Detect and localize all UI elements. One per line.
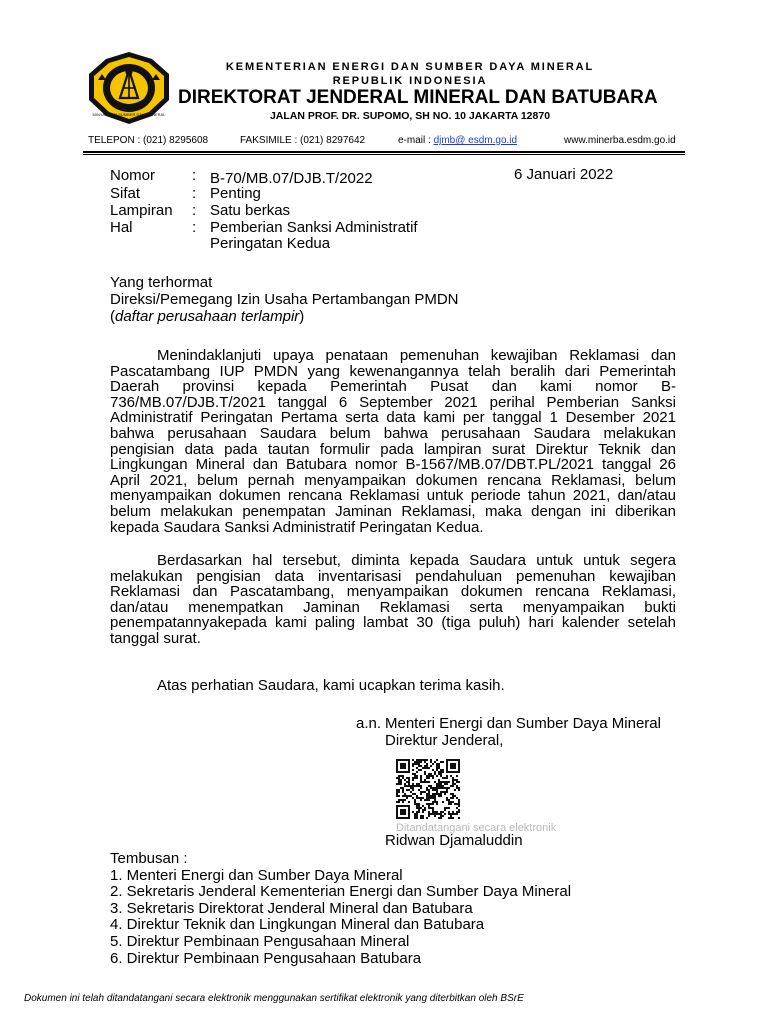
website-link[interactable]: www.minerba.esdm.go.id — [564, 135, 676, 146]
directorate-name: DIREKTORAT JENDERAL MINERAL DAN BATUBARA — [178, 87, 658, 108]
meta-label-hal: Hal — [110, 219, 133, 236]
meta-colon: : — [192, 219, 197, 236]
cc-title: Tembusan : — [110, 850, 188, 867]
cc-item: 1. Menteri Energi dan Sumber Daya Mineral — [110, 867, 403, 884]
signature-qr-code — [396, 759, 460, 819]
header-rule-thin — [83, 154, 685, 155]
header-rule-thick — [83, 151, 685, 153]
meta-label-lampiran: Lampiran — [110, 202, 173, 219]
paragraph-line: kepada Saudara Sanksi Administratif Peringatan Kedua. — [110, 518, 484, 536]
email-line — [398, 135, 517, 146]
meta-label-sifat: Sifat — [110, 185, 141, 202]
signatory-name: Ridwan Djamaluddin — [385, 832, 523, 849]
meta-colon: : — [192, 202, 197, 219]
meta-colon: : — [192, 185, 197, 202]
note-text: daftar perusahaan terlampir — [115, 308, 300, 325]
cc-item: 4. Direktur Teknik dan Lingkungan Mineral dan Batubara — [110, 916, 485, 933]
letter-nature: Penting — [210, 185, 261, 202]
recipient: Direksi/Pemegang Izin Usaha Pertambangan PMDN — [110, 291, 459, 308]
recipient-note — [110, 309, 304, 325]
paragraph-line: Menindaklanjuti upaya penataan pemenuhan kewajiban Reklamasi dan — [157, 347, 676, 364]
paragraph-line: pengisian data pada tautan formulir pada lampiran surat Direktur Teknik dan — [110, 440, 676, 458]
paragraph-line: Lingkungan Mineral dan Batubara nomor B-1567/MB.07/DBT.PL/2021 tanggal 26 — [110, 456, 676, 474]
esdm-logo — [86, 50, 172, 126]
logo-text: MINYAK DAN SUMBER DAYA MINERAL — [92, 112, 166, 117]
paragraph-line: bahwa perusahaan Saudara belum bahwa perusahaan Saudara melakukan — [110, 424, 676, 442]
office-address: JALAN PROF. DR. SUPOMO, SH NO. 10 JAKARTA 12870 — [269, 110, 551, 122]
ministry-name: KEMENTERIAN ENERGI DAN SUMBER DAYA MINERAL — [225, 61, 595, 73]
note-close-paren: ) — [299, 308, 305, 325]
cc-item: 2. Sekretaris Jenderal Kementerian Energi dan Sumber Daya Mineral — [110, 883, 572, 900]
salutation: Yang terhormat — [110, 274, 213, 291]
cc-item: 6. Direktur Pembinaan Pengusahaan Batubara — [110, 950, 422, 967]
cc-item: 5. Direktur Pembinaan Pengusahaan Mineral — [110, 933, 410, 950]
paragraph-line: Berdasarkan hal tersebut, diminta kepada Saudara untuk untuk segera — [157, 552, 676, 569]
signature-prefix: a.n. — [356, 715, 382, 732]
paragraph-line: Reklamasi dan Pascatambang, menyampaikan dokumen rencana Reklamasi, — [110, 583, 676, 601]
email-link[interactable]: djmb@ esdm.go.id — [433, 135, 518, 146]
closing-sentence: Atas perhatian Saudara, kami ucapkan terima kasih. — [157, 677, 505, 694]
e-sign-note: Ditandatangani secara elektronik — [396, 822, 557, 834]
letter-attachment: Satu berkas — [210, 202, 291, 219]
paragraph-line: tanggal surat. — [110, 629, 201, 647]
letter-subject-line2: Peringatan Kedua — [210, 235, 331, 252]
signature-on-behalf: Menteri Energi dan Sumber Daya Mineral — [385, 715, 661, 732]
paragraph-line: Administratif Peringatan Pertama serta data kami per tanggal 1 Desember 2021 — [110, 409, 676, 427]
paragraph-line: belum melakukan penempatan Jaminan Reklamasi, maka dengan ini diberikan — [110, 502, 676, 520]
letter-date: 6 Januari 2022 — [514, 166, 614, 183]
meta-label-nomor: Nomor — [110, 167, 156, 184]
paragraph-line: menyampaikan dokumen rencana Reklamasi untuk periode tahun 2021, dan/atau — [110, 487, 676, 505]
note-open-paren: ( — [110, 308, 115, 325]
paragraph-1 — [110, 348, 676, 535]
footer-disclaimer: Dokumen ini telah ditandatangani secara elektronik menggunakan sertifikat elektronik yang diterbitkan oleh BSrE — [24, 993, 524, 1004]
letter-number: B-70/MB.07/DJB.T/2022 — [210, 170, 373, 187]
paragraph-line: April 2021, belum pernah menyampaikan dokumen rencana Reklamasi, belum — [110, 471, 676, 489]
cc-item: 3. Sekretaris Direktorat Jenderal Mineral dan Batubara — [110, 900, 473, 917]
email-label: e-mail : — [398, 135, 434, 146]
paragraph-2 — [110, 553, 676, 647]
republic-name: REPUBLIK INDONESIA — [332, 75, 488, 87]
paragraph-line: 736/MB.07/DJB.T/2021 tanggal 6 September 2021 perihal Pemberian Sanksi — [110, 393, 676, 411]
signature-position: Direktur Jenderal, — [385, 732, 504, 749]
paragraph-line: dan/atau menempatkan Jaminan Reklamasi serta menyampaikan bukti — [110, 598, 676, 616]
paragraph-line: Daerah provinsi kepada Pemerintah Pusat dan kami nomor B- — [110, 378, 676, 396]
paragraph-line: Pascatambang IUP PMDN yang kewenangannya telah beralih dari Pemerintah — [110, 362, 676, 380]
paragraph-line: melakukan pengisian data inventarisasi pendahuluan pemenuhan kewajiban — [110, 567, 676, 585]
fax: FAKSIMILE : (021) 8297642 — [240, 135, 366, 146]
paragraph-line: penempatannyakepada kami paling lambat 30 (tiga puluh) hari kalender setelah — [110, 614, 676, 632]
telephone: TELEPON : (021) 8295608 — [88, 135, 209, 146]
meta-colon: : — [192, 167, 197, 184]
letter-subject: Pemberian Sanksi Administratif — [210, 219, 418, 236]
